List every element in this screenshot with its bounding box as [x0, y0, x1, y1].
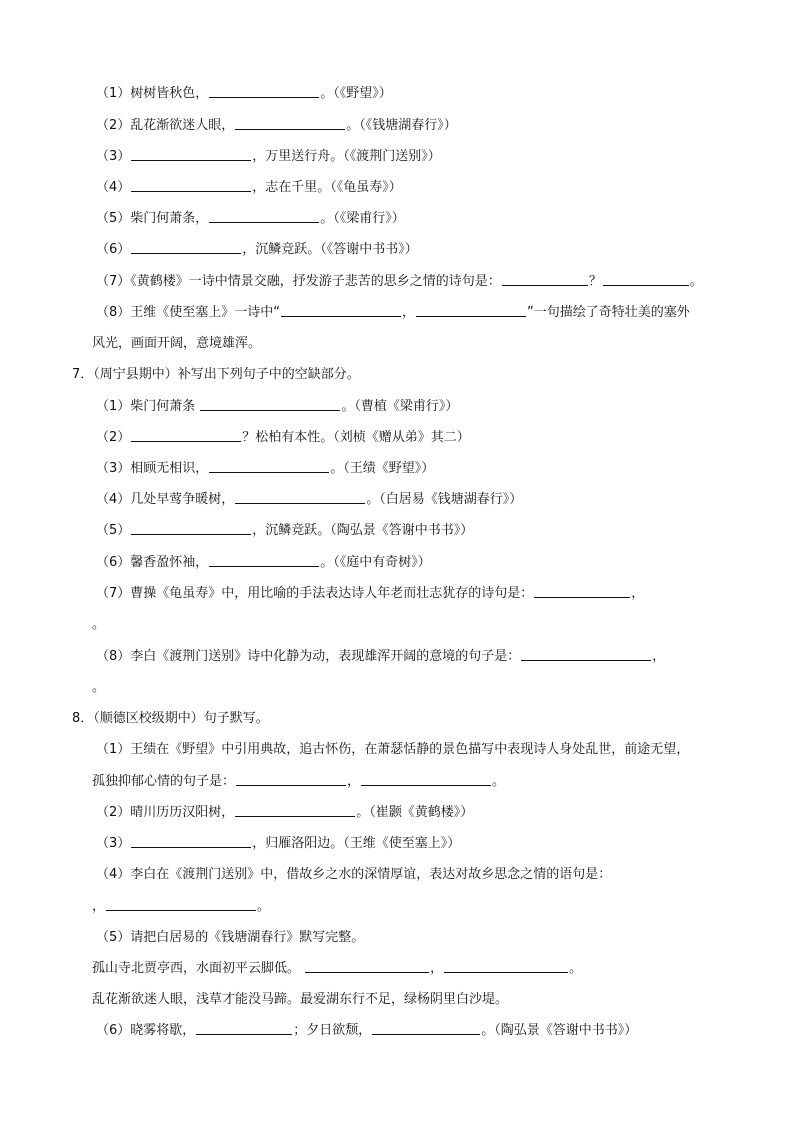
question-line [96, 1021, 637, 1041]
line-text: 。 [92, 617, 106, 632]
question-line [96, 116, 457, 136]
line-text: 。（王绩《野望》） [330, 461, 435, 476]
question-line [92, 615, 105, 635]
line-text: ， [92, 899, 106, 914]
question-line [96, 209, 405, 229]
line-text: 。（陶弘景《答谢中书书》） [481, 1023, 638, 1038]
answer-blank[interactable] [372, 1021, 480, 1035]
answer-blank[interactable] [281, 303, 401, 317]
line-text: （6） [96, 242, 131, 257]
answer-blank[interactable] [131, 240, 241, 254]
question-line [72, 709, 269, 729]
answer-blank[interactable] [131, 834, 251, 848]
line-text: 。 [689, 274, 703, 289]
question-line [96, 928, 364, 948]
line-text: ，沉鳞竞跃。（《答谢中书书》） [242, 242, 418, 257]
line-text: 。 [257, 899, 271, 914]
line-text: （3） [96, 836, 131, 851]
line-text: 7．（周宁县期中）补写出下列句子中的空缺部分。 [72, 367, 360, 382]
question-line [96, 459, 434, 479]
question-line [96, 428, 470, 448]
answer-blank[interactable] [106, 897, 256, 911]
question-line [92, 897, 270, 917]
line-text: 。（白居易《钱塘湖春行》） [366, 492, 523, 507]
line-text: （5） [96, 523, 131, 538]
question-line [72, 365, 360, 385]
line-text: ”一句描绘了奇特壮美的塞外 [527, 305, 690, 320]
answer-blank[interactable] [131, 147, 251, 161]
line-text: ？ [588, 274, 602, 289]
question-line [96, 834, 460, 854]
line-text: 风光，画面开阔，意境雄浑。 [92, 336, 262, 351]
question-line [96, 178, 402, 198]
answer-blank[interactable] [534, 584, 630, 598]
line-text: 。（《野望》） [320, 86, 392, 101]
question-line [96, 647, 665, 667]
line-text: 。（《梁甫行》） [320, 211, 405, 226]
answer-blank[interactable] [444, 959, 568, 973]
question-line [96, 740, 689, 760]
line-text: （2）晴川历历汉阳树， [96, 805, 235, 820]
question-line [96, 84, 392, 104]
answer-blank[interactable] [131, 428, 241, 442]
line-text: （5）请把白居易的《钱塘湖春行》默写完整。 [96, 930, 365, 945]
line-text: 。（崔颢《黄鹤楼》） [356, 805, 474, 820]
answer-blank[interactable] [305, 959, 429, 973]
line-text: （6）馨香盈怀袖， [96, 555, 209, 570]
question-line [92, 990, 508, 1010]
line-text: （7）曹操《龟虽寿》中，用比喻的手法表达诗人年老而壮志犹存的诗句是： [96, 586, 534, 601]
answer-blank[interactable] [209, 553, 319, 567]
line-text: （8）王维《使至塞上》一诗中“ [96, 305, 281, 320]
line-text: （8）李白《渡荆门送别》诗中化静为动，表现雄浑开阔的意境的句子是： [96, 649, 521, 664]
line-text: 。 [92, 680, 106, 695]
line-text: （2） [96, 430, 131, 445]
line-text: 。（曹植《梁甫行》） [341, 399, 459, 414]
line-text: （3） [96, 149, 131, 164]
line-text: 。（《钱塘湖春行》） [346, 118, 457, 133]
line-text: ， [430, 961, 444, 976]
question-line [96, 147, 441, 167]
answer-blank[interactable] [235, 803, 355, 817]
question-line [96, 303, 690, 323]
line-text: 乱花渐欲迷人眼，浅草才能没马蹄。最爱湖东行不足，绿杨阴里白沙堤。 [92, 992, 509, 1007]
line-text: ， [347, 774, 361, 789]
line-text: ，归雁洛阳边。（王维《使至塞上》） [252, 836, 461, 851]
answer-blank[interactable] [196, 1021, 292, 1035]
question-line [96, 553, 431, 573]
question-line [92, 772, 505, 792]
line-text: ，志在千里。（《龟虽寿》） [252, 180, 402, 195]
line-text: ， [652, 649, 666, 664]
line-text: （4）几处早莺争暖树， [96, 492, 235, 507]
question-line [96, 397, 458, 417]
line-text: （5）柴门何萧条， [96, 211, 209, 226]
question-line [96, 490, 522, 510]
line-text: （4）李白在《渡荆门送别》中，借故乡之水的深情厚谊，表达对故乡思念之情的语句是： [96, 867, 612, 882]
line-text: 孤独抑郁心情的句子是： [92, 774, 236, 789]
line-text: 。 [492, 774, 506, 789]
question-line [96, 803, 473, 823]
line-text: ，万里送行舟。（《渡荆门送别》） [252, 149, 441, 164]
answer-blank[interactable] [416, 303, 526, 317]
question-line [96, 584, 644, 604]
line-text: ，沉鳞竞跃。（陶弘景《答谢中书书》） [252, 523, 474, 538]
answer-blank[interactable] [235, 116, 345, 130]
question-line [96, 272, 703, 292]
answer-blank[interactable] [200, 397, 340, 411]
line-text: （4） [96, 180, 131, 195]
answer-blank[interactable] [131, 178, 251, 192]
line-text: ， [631, 586, 645, 601]
line-text: 8．（顺德区校级期中）句子默写。 [72, 711, 269, 726]
answer-blank[interactable] [603, 272, 689, 286]
question-line [96, 865, 611, 885]
line-text: ， [402, 305, 416, 320]
question-line [92, 334, 261, 354]
question-line [96, 240, 418, 260]
answer-blank[interactable] [236, 772, 346, 786]
answer-blank[interactable] [131, 521, 251, 535]
line-text: （1）树树皆秋色， [96, 86, 209, 101]
question-line [92, 678, 105, 698]
line-text: （7）《黄鹤楼》一诗中情景交融，抒发游子悲苦的思乡之情的诗句是： [96, 274, 501, 289]
answer-blank[interactable] [521, 647, 651, 661]
line-text: （2）乱花渐欲迷人眼， [96, 118, 235, 133]
answer-blank[interactable] [209, 459, 329, 473]
line-text: （1）柴门何萧条 [96, 399, 200, 414]
question-line [96, 521, 473, 541]
line-text: 。（《庭中有奇树》） [320, 555, 431, 570]
answer-blank[interactable] [502, 272, 588, 286]
line-text: ？松柏有本性。（刘桢《赠从弟》其二） [242, 430, 470, 445]
question-line [92, 959, 582, 979]
answer-blank[interactable] [209, 84, 319, 98]
line-text: （6）晓雾将歇， [96, 1023, 196, 1038]
line-text: 。 [569, 961, 583, 976]
line-text: （1）王绩在《野望》中引用典故，追古怀伤，在萧瑟恬静的景色描写中表现诗人身处乱世，前途无望， [96, 742, 690, 757]
line-text: ；夕日欲颓， [293, 1023, 372, 1038]
answer-blank[interactable] [235, 490, 365, 504]
line-text: 孤山寺北贾亭西，水面初平云脚低。 [92, 961, 305, 976]
line-text: （3）相顾无相识， [96, 461, 209, 476]
answer-blank[interactable] [361, 772, 491, 786]
answer-blank[interactable] [209, 209, 319, 223]
